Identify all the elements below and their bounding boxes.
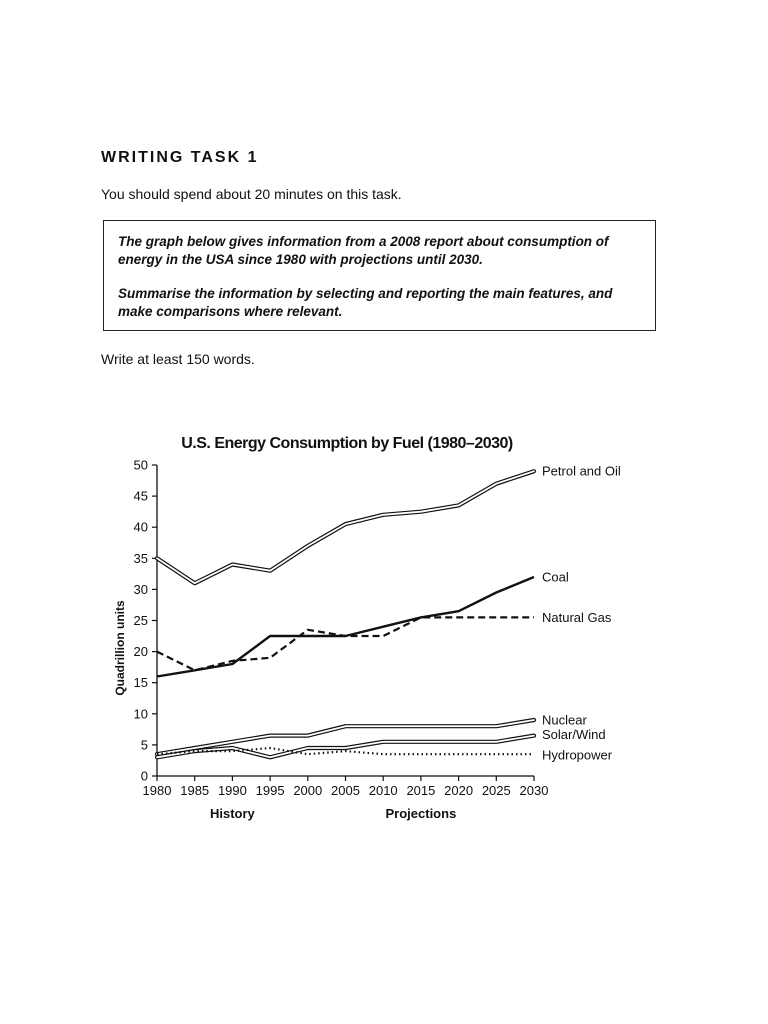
series-label-petrol-and-oil: Petrol and Oil — [542, 463, 621, 479]
instruction-text-1: The graph below gives information from a 2008 report about consumption of energy in the USA since 1980 with projections until 2030. — [118, 234, 609, 267]
word-count-instruction: Write at least 150 words. — [101, 351, 255, 367]
y-tick-label: 30 — [133, 581, 148, 597]
y-tick-label: 35 — [133, 550, 148, 566]
series-label-natural-gas: Natural Gas — [542, 609, 612, 625]
y-tick-label: 10 — [133, 706, 148, 722]
x-tick-label: 1995 — [255, 783, 285, 798]
x-tick-label: 1985 — [180, 783, 210, 798]
instruction-box — [103, 220, 656, 331]
series-line-petrol-and-oil — [157, 471, 534, 583]
y-tick-label: 25 — [133, 613, 148, 628]
x-tick-label: 2030 — [519, 783, 549, 798]
series-line-natural-gas — [157, 617, 534, 670]
series-label-nuclear: Nuclear — [542, 712, 587, 728]
plot-area — [134, 458, 621, 822]
instruction-text-2: Summarise the information by selecting and reporting the main features, and make comparisons where relevant. — [118, 286, 613, 319]
y-tick-label: 50 — [133, 457, 148, 473]
series-label-solar-wind: Solar/Wind — [542, 727, 606, 743]
series-line-coal — [157, 577, 534, 677]
series-label-hydropower: Hydropower — [542, 747, 613, 763]
y-tick-label: 5 — [140, 737, 148, 753]
y-tick-label: 0 — [140, 768, 148, 784]
x-tick-label: 2025 — [481, 783, 511, 798]
y-axis-label: Quadrillion units — [113, 600, 127, 696]
energy-consumption-chart — [0, 420, 768, 840]
x-tick-label: 1980 — [142, 783, 172, 798]
y-tick-label: 20 — [133, 644, 148, 660]
series-line-inner-petrol-and-oil — [157, 471, 534, 583]
task-intro: You should spend about 20 minutes on this task. — [101, 186, 402, 202]
x-tick-label: 2010 — [368, 783, 398, 798]
x-tick-label: 2020 — [444, 783, 474, 798]
section-label-history: History — [210, 806, 255, 821]
y-tick-label: 15 — [133, 675, 148, 691]
x-tick-label: 1990 — [217, 783, 247, 798]
series-label-coal: Coal — [542, 569, 569, 585]
x-tick-label: 2005 — [331, 783, 360, 798]
chart-title: U.S. Energy Consumption by Fuel (1980–2030) — [181, 435, 513, 452]
section-label-projections: Projections — [385, 806, 457, 821]
y-tick-label: 40 — [133, 519, 148, 535]
y-tick-label: 45 — [133, 488, 148, 504]
task-title: WRITING TASK 1 — [101, 149, 259, 166]
x-tick-label: 2000 — [293, 783, 323, 798]
x-tick-label: 2015 — [406, 783, 436, 798]
